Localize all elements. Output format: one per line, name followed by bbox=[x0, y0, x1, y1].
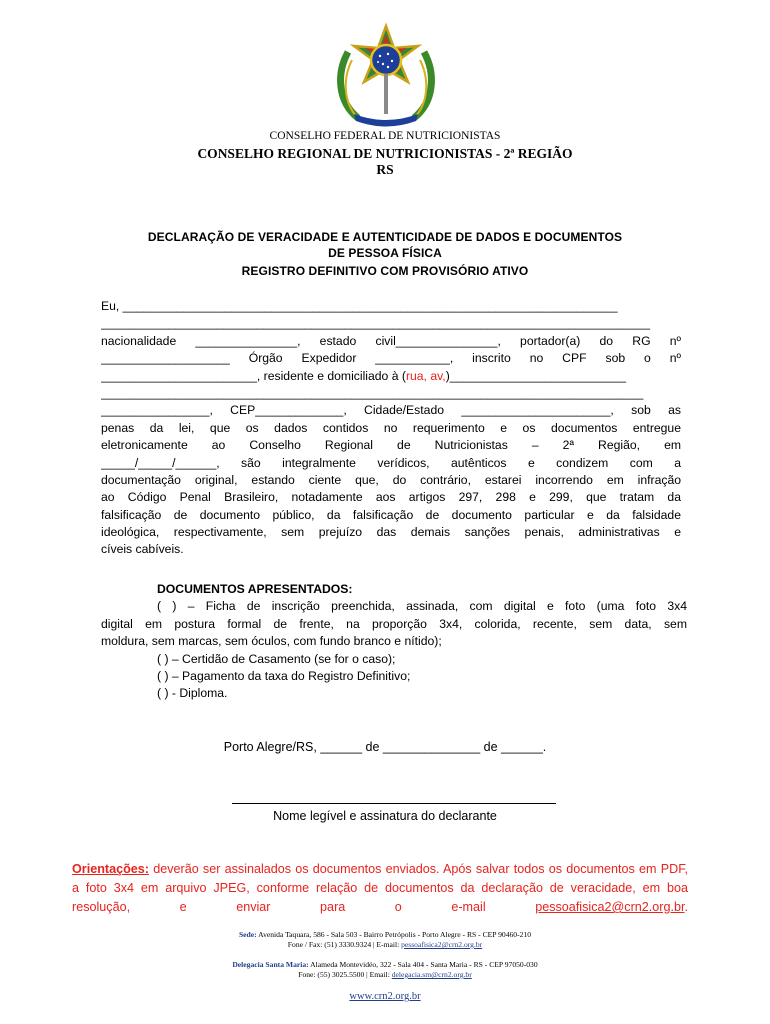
orientation-end: . bbox=[684, 900, 688, 914]
document-item-form-cont: digital em postura formal de frente, na proporção 3x4, colorida, recente, sem data, sem bbox=[101, 616, 687, 631]
declaration-line: ___________________ Órgão Expedidor ___________, inscrito no CPF sob o nº bbox=[101, 351, 681, 366]
footer-sede-addr: Avenida Taquara, 586 - Sala 503 - Bairro Petrópolis - Porto Alegre - RS - CEP 90460-210 bbox=[256, 930, 532, 939]
declaration-line: _________________________________________________________________________________ bbox=[101, 316, 651, 331]
declaration-line: eletronicamente ao Conselho Regional de Nutricionistas – 2ª Região, em bbox=[101, 438, 681, 453]
header-regional-council: CONSELHO REGIONAL DE NUTRICIONISTAS - 2ª REGIÃO bbox=[197, 146, 573, 161]
document-item-fee: ( ) – Pagamento da taxa do Registro Definitivo; bbox=[157, 669, 411, 684]
document-title-line2: DE PESSOA FÍSICA bbox=[328, 246, 442, 260]
declaration-line: ideológica, respectivamente, sem prejuízo das demais sanções penais, administrativas e bbox=[101, 525, 681, 540]
document-title-line1: DECLARAÇÃO DE VERACIDADE E AUTENTICIDADE DE DADOS E DOCUMENTOS bbox=[147, 230, 623, 244]
declaration-line: cíveis cabíveis. bbox=[101, 542, 184, 557]
footer-delegacia-label: Delegacia Santa Maria: bbox=[232, 960, 309, 969]
footer-delegacia-contact bbox=[0, 970, 770, 980]
footer-delegacia-email-link[interactable]: delegacia.sm@crn2.org.br bbox=[391, 970, 472, 979]
footer-delegacia-phone: Fone: (55) 3025.5500 | Email: bbox=[298, 970, 392, 979]
declaration-line: _____/_____/______, são integralmente verídicos, autênticos e condizem com a bbox=[101, 455, 681, 470]
orientation-label: Orientações: bbox=[72, 862, 149, 876]
crest-leaves-left bbox=[341, 52, 358, 118]
declaration-line: documentação original, estando ciente que, do contrário, estarei incorrendo em infração bbox=[101, 472, 681, 487]
footer-delegacia-address bbox=[0, 960, 770, 970]
footer-sede-contact bbox=[0, 940, 770, 950]
declaration-line: nacionalidade _______________, estado civil_______________, portador(a) do RG nº bbox=[101, 333, 681, 348]
footer-sede-label: Sede: bbox=[238, 930, 257, 939]
documents-heading: DOCUMENTOS APRESENTADOS: bbox=[157, 582, 353, 596]
document-item-form-cont: moldura, sem marcas, sem óculos, com fundo branco e nítido); bbox=[101, 634, 442, 649]
address-suffix: )__________________________ bbox=[445, 368, 626, 383]
crest-center-disc bbox=[371, 45, 401, 75]
crest-sword bbox=[384, 74, 388, 114]
declaration-line: ________________________________________________________________________________ bbox=[101, 385, 644, 400]
orientation-text: deverão ser assinalados os documentos enviados. Após salvar todos os documentos em PDF, a foto 3x4 em arquivo JPEG, conforme relação de documentos da declaração de veracidade, em boa resolução, e enviar para o e-mail bbox=[72, 862, 688, 914]
declaration-line: ao Código Penal Brasileiro, notadamente aos artigos 297, 298 e 299, que tratam da bbox=[101, 490, 681, 505]
document-title-line3: REGISTRO DEFINITIVO COM PROVISÓRIO ATIVO bbox=[241, 264, 529, 278]
declaration-line: penas da lei, que os dados contidos no requerimento e os documentos entregue bbox=[101, 420, 681, 435]
orientation-note bbox=[72, 860, 688, 917]
document-item-form: ( ) – Ficha de inscrição preenchida, assinada, com digital e foto (uma foto 3x4 bbox=[157, 599, 687, 614]
documents-list bbox=[101, 581, 687, 703]
footer-delegacia-addr: Alameda Montevidéo, 322 - Sala 404 - Santa Maria - RS - CEP 97050-030 bbox=[308, 960, 538, 969]
header-state: RS bbox=[376, 162, 394, 177]
crest-leaves-right bbox=[414, 52, 431, 118]
declaration-line: falsificação de documento público, da falsificação de documento particular e da falsidade bbox=[101, 507, 681, 522]
signature-line bbox=[232, 803, 556, 804]
declaration-paragraph bbox=[101, 298, 681, 559]
orientation-email-link[interactable]: pessoafisica2@crn2.org.br bbox=[535, 900, 685, 914]
address-hint: rua, av, bbox=[405, 368, 446, 383]
declaration-line: ________________, CEP_____________, Cidade/Estado ______________________, sob as bbox=[101, 403, 681, 418]
header-federal-council: CONSELHO FEDERAL DE NUTRICIONISTAS bbox=[269, 130, 501, 142]
document-item-marriage: ( ) – Certidão de Casamento (se for o caso); bbox=[157, 651, 396, 666]
declaration-line: Eu, _________________________________________________________________________ bbox=[101, 299, 618, 313]
crest-ribbon bbox=[354, 114, 418, 127]
address-prefix: _______________________, residente e domiciliado à ( bbox=[101, 368, 406, 383]
footer-sede-email-link[interactable]: pessoafisica2@crn2.org.br bbox=[401, 940, 483, 949]
footer-website-link[interactable]: www.crn2.org.br bbox=[349, 991, 421, 1002]
footer-sede-address bbox=[0, 930, 770, 940]
signature-caption: Nome legível e assinatura do declarante bbox=[273, 809, 497, 823]
footer-sede-phone: Fone / Fax: (51) 3330.9324 | E-mail: bbox=[287, 940, 402, 949]
coat-of-arms-emblem bbox=[328, 22, 444, 132]
declaration-line-address bbox=[101, 368, 681, 385]
place-date-line: Porto Alegre/RS, ______ de ______________ de ______. bbox=[223, 740, 547, 754]
document-item-diploma: ( ) - Diploma. bbox=[157, 686, 228, 701]
